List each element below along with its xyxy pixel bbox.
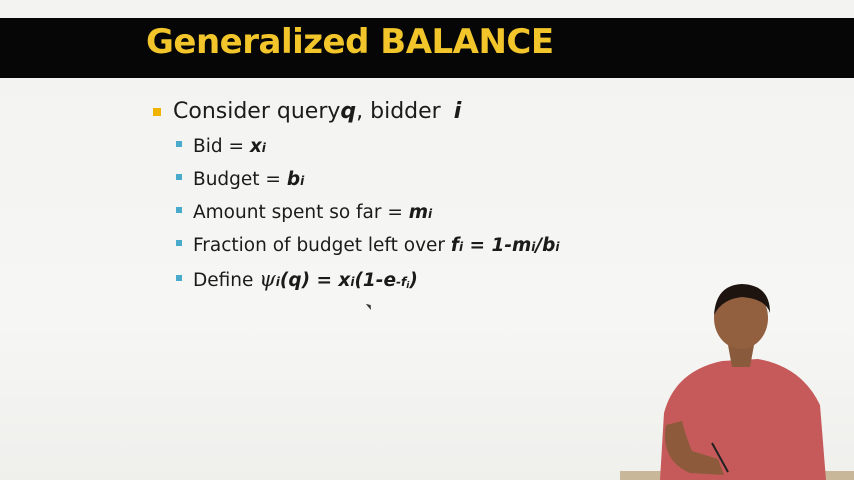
var-i: i: [453, 99, 462, 124]
main-bullet-marker: [153, 108, 161, 116]
top-margin: [0, 0, 854, 18]
subscript-i: i: [555, 240, 560, 254]
sub-bullet-marker: [176, 174, 182, 180]
subscript-i: i: [261, 141, 266, 155]
sub-bullet-label: Amount spent so far =: [193, 202, 409, 223]
var-m: m: [408, 202, 429, 223]
sub-bullet-define: [176, 267, 418, 291]
main-bullet-prefix: Consider query: [173, 99, 341, 124]
sub-bullet-budget: [176, 169, 304, 190]
exponent: [396, 275, 409, 291]
sub-bullet-marker: [176, 141, 182, 147]
formula-part: ): [409, 270, 418, 291]
exponent-subscript: i: [406, 281, 410, 291]
presenter-video-overlay: [620, 275, 854, 480]
var-q: q: [340, 99, 357, 124]
sub-bullet-bid: [176, 136, 266, 157]
title-bar: [0, 18, 854, 78]
subscript-i: i: [350, 275, 355, 289]
psi-symbol: ψ: [259, 267, 276, 291]
subscript-i: i: [531, 240, 536, 254]
sub-bullet-marker: [176, 207, 182, 213]
sub-bullet-label: Bid =: [193, 136, 250, 157]
sub-bullet-label: Budget =: [193, 169, 287, 190]
sub-bullet-label: Define: [193, 270, 260, 291]
formula-part: /b: [535, 235, 556, 256]
subscript-i: i: [275, 275, 280, 289]
var-f: f: [450, 235, 459, 256]
sub-bullet-amount-spent: [176, 202, 432, 223]
sub-bullet-fraction: [176, 235, 560, 256]
subscript-i: i: [428, 207, 433, 221]
subscript-i: i: [458, 240, 464, 254]
slide-title: Generalized BALANCE: [146, 22, 554, 62]
subscript-i: i: [300, 174, 305, 188]
var-x: x: [249, 136, 262, 157]
formula-part: (1-e: [354, 270, 397, 291]
main-bullet-middle: , bidder: [356, 99, 448, 124]
sub-bullet-marker: [176, 240, 182, 246]
formula-part: (q) = x: [279, 270, 351, 291]
sub-bullet-marker: [176, 275, 182, 281]
sub-bullet-label: Fraction of budget left over: [193, 235, 451, 256]
formula-part: = 1-m: [463, 235, 532, 256]
var-b: b: [286, 169, 301, 190]
main-bullet: [153, 99, 461, 124]
exponent-text: -f: [396, 275, 407, 289]
